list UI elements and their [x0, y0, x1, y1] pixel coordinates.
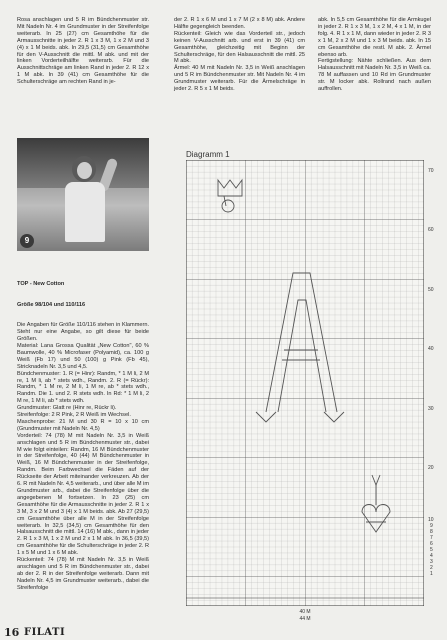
article-text: Die Angaben für Größe 110/116 stehen in Klammern. Steht nur eine Angabe, so gilt diese für beide Größen. Material: Lana Grossa Qualität „New Cotton", 60 % Baumwolle, 40 % Microfaser (Polyamid), ca. 100 g Weiß (Fb 17) und 50 (100) g Pink (Fb 45), Stricknadeln Nr. 3,5 und 4,5. Bündchenmuster: 1. R (= Hinr): Randm, * 1 M li, 2 M re, 1 M li, ab * stets wdh., Randm. 2. R (= Rückr): Randm, * 1 M re, 2 M li, 1 M re, ab * stets wdh., Randm. Die 1. und 2. R stets wdh. In Rd: * 1 M li, 2 M re, 1 M li, ab * stets wdh. Grundmuster: Glatt re (Hinr re, Rückr li). Streifenfolge: 2 R Pink, 2 R Weiß im Wechsel. Maschenprobe: 21 M und 30 R = 10 x 10 cm (Grundmuster mit Nadeln Nr. 4,5) Vorderteil: 74 (78) M mit Nadeln Nr. 3,5 in Weiß anschlagen und 5 R im Bündchenmuster str., dabei M wie folgt einteilen: Randm, 16 M Bündchenmuster in der Streifenfolge, 40 (44) M Bündchenmuster in Weiß, 16 M Bündchenmuster in der Streifenfolge, Randm. Beim Farbwechsel die Fäden auf der Rückseite der Arbeit miteinander verkreuzen. Ab der 6. R mit Nadeln Nr. 4,5 weiterarb., und über alle M im Grundmuster arb., dabei die Streifenfolge über die angegebenen M fortsetzen. In 23 (25) cm Gesamthöhe für die Armausschnitte in jeder 2. R 1 x 3 M, 3 x 2 M und 3 (4) x 1 M beids. abk. Ab 27 (29,5) cm Gesamthöhe über alle M in der Streifenfolge weiterarb. In 32,5 (34,5) cm Gesamthöhe für den Halsausschnitt die mittl. 14 (16) M abk., dann in jeder 2. R 1 x 3 M, 1 x 2 M und 2 x 1 M abk. In 36,5 (39,5) cm Gesamthöhe für die Schulterschräge in jeder 2. R 1 x 5 M und 1 x 6 M abk. Rückenteil: 74 (78) M mit Nadeln Nr. 3,5 in Weiß anschlagen und 5 R im Bündchenmuster str., dabei ab der 2. R in der Streifenfolge weiterarb. Dann mit Nadeln Nr. 4,5 im Grundmuster weiterarb., dabei die Streifenfolge — [17, 322, 149, 591]
width-label-44m: 44 M — [299, 616, 311, 622]
row-label-3: 3 — [430, 559, 433, 565]
column-2-top-text: der 2. R 1 x 6 M und 1 x 7 M (2 x 8 M) abk. Andere Hälfte gegengleich beenden. Rückenteil: Gleich wie das Vorderteil str., jedoch keinen V-Ausschnitt arb. und erst in 39 (41) cm Gesamthöhe, gleichzeitig mit Beginn der Schulterschräge, für den Halsausschnitt die mittl. 25 M abk. Ärmel: 40 M mit Nadeln Nr. 3,5 in Weiß anschlagen und 5 R im Bündchenmuster str. Mit Nadeln Nr. 4 im Grundmuster weiterarb. Für die Ärmelschräge in jeder 2. R 5 x 1 M beids. — [174, 17, 305, 93]
row-label-60: 60 — [428, 227, 434, 233]
row-label-1: 1 — [430, 571, 433, 577]
article-title: TOP - New Cotton — [17, 280, 65, 287]
row-label-2: 2 — [430, 565, 433, 571]
row-label-5: 5 — [430, 547, 433, 553]
page-number: 16 — [4, 626, 20, 639]
row-label-30: 30 — [428, 406, 434, 412]
row-label-40: 40 — [428, 346, 434, 352]
row-label-70: 70 — [428, 168, 434, 174]
column-1-top-text: Rosa anschlagen und 5 R im Bündchenmuster str. Mit Nadeln Nr. 4 im Grundmuster in der Streifenfolge weiterarb. In 25 (27) cm Gesamthöhe für die Armausschnitte in jeder 2. R 1 x 3 M, 1 x 2 M und 3 (4) x 1 M beids. abk. In 29,5 (31,5) cm Gesamthöhe für den V-Ausschnitt die mittl. M abk. und mit der linken Vorderteilhälfte weiterarb. Für die Ausschnittschräge am linken Rand in jeder 2. R 12 x 1 M abk. In 39 (41) cm Gesamthöhe für die Schulterschräge am rechten Rand in je- — [17, 17, 151, 86]
photo-number-badge: 9 — [20, 234, 34, 248]
row-label-10: 10 — [428, 517, 434, 523]
row-label-50: 50 — [428, 287, 434, 293]
article-body — [17, 267, 149, 599]
diagram-title: Diagramm 1 — [186, 150, 230, 159]
knitting-chart — [186, 160, 424, 606]
row-label-9: 9 — [430, 523, 433, 529]
column-3-top-text: abk. In 5,5 cm Gesamthöhe für die Armkugel in jeder 2. R 1 x 3 M, 1 x 2 M, 4 x 1 M, in der folg. 4. R 1 x 1 M, dann wieder in jeder 2. R 3 x 1 M, 2 x 2 M und 1 x 3 M beids. abk. In 15 cm Gesamthöhe die restl. M abk. 2. Ärmel ebenso arb. Fertigstellung: Nähte schließen. Aus dem Halsausschnitt mit Nadeln Nr. 3,5 in Weiß ca. 78 M auffassen und 10 Rd im Grundmuster str. M locker abk. Rollrand nach außen auffrollen. — [318, 17, 431, 93]
row-label-7: 7 — [430, 535, 433, 541]
magazine-brand: FILATI — [24, 627, 66, 638]
row-label-8: 8 — [430, 529, 433, 535]
model-photo — [17, 138, 149, 251]
row-label-4: 4 — [430, 553, 433, 559]
article-sizes: Größe 98/104 und 110/116 — [17, 301, 86, 308]
width-label-40m: 40 M — [299, 609, 311, 615]
row-label-6: 6 — [430, 541, 433, 547]
row-label-20: 20 — [428, 465, 434, 471]
